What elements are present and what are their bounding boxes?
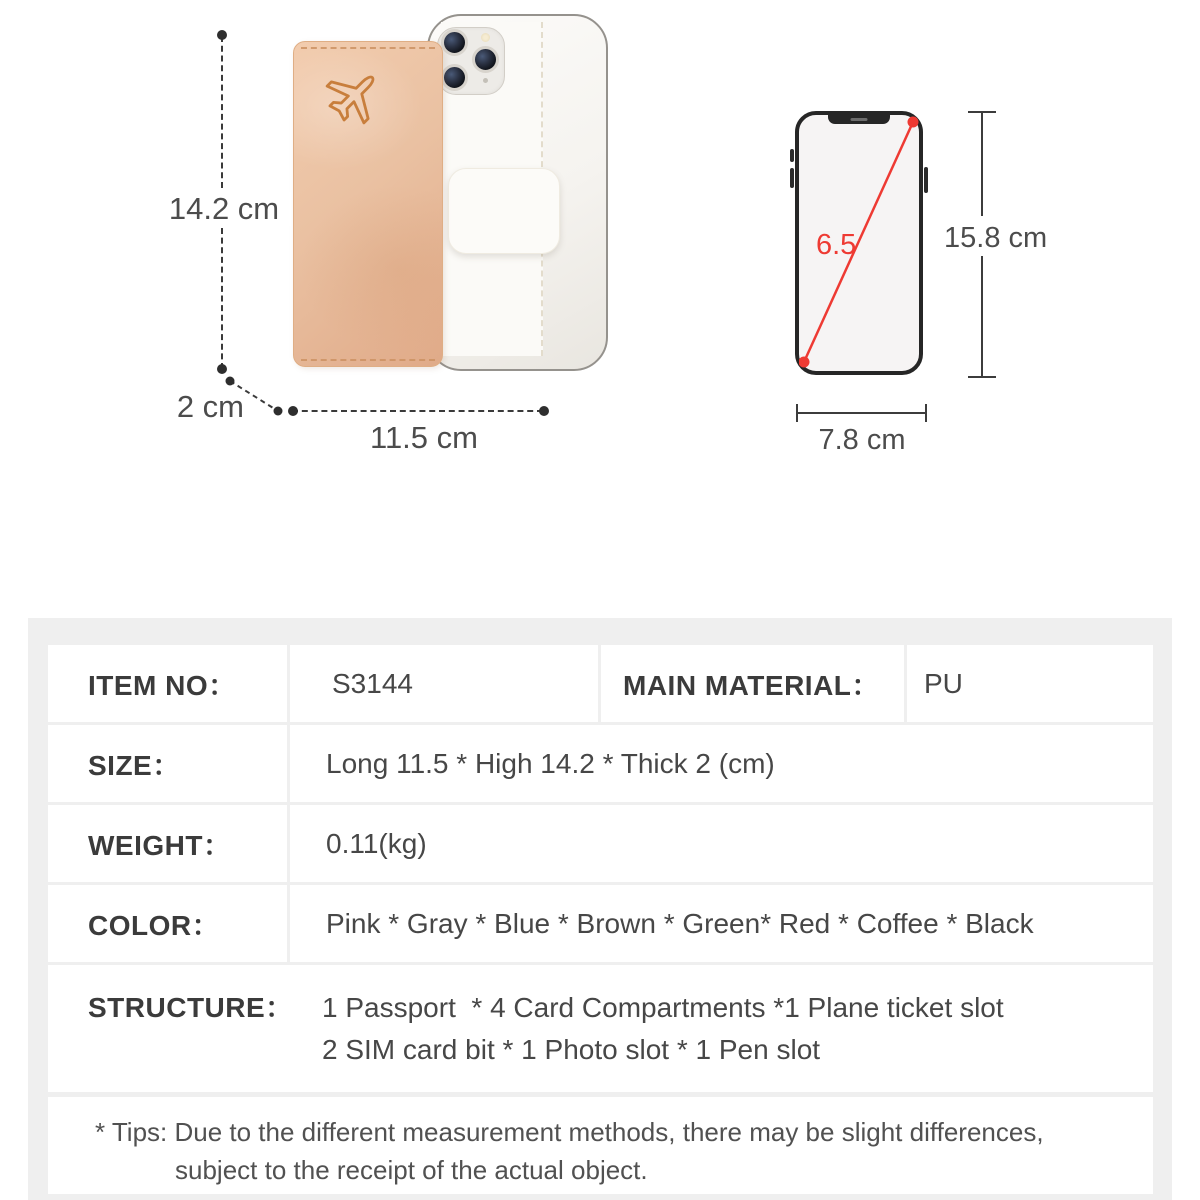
- phone-height-line-bottom: [981, 256, 983, 376]
- structure-cell: [48, 965, 1153, 1092]
- item-no-value: S3144: [332, 667, 413, 699]
- cover-width-label: 11.5 cm: [370, 420, 478, 455]
- phone-height-label: 15.8 cm: [944, 222, 1048, 254]
- height-dimension-line-bottom: [221, 228, 223, 369]
- cover-stitching: [301, 359, 435, 361]
- size-label-cell: [48, 725, 287, 802]
- dimension-dot: [217, 30, 227, 40]
- material-label: MAIN MATERIAL：: [623, 669, 880, 701]
- camera-mic-dot: [483, 78, 488, 83]
- cover-stitching: [301, 47, 435, 49]
- phone-width-line: [797, 412, 927, 414]
- item-no-label: ITEM NO：: [88, 669, 237, 701]
- phone-side-button: [924, 167, 928, 193]
- camera-lens-icon: [472, 46, 499, 73]
- phone-back-photo: [427, 14, 608, 371]
- phone-side-button: [790, 168, 794, 188]
- spec-row-item-no: [48, 645, 1153, 722]
- passport-cover-photo: [293, 41, 443, 367]
- weight-label-cell: [48, 805, 287, 882]
- camera-lens-icon: [441, 64, 468, 91]
- size-value: Long 11.5 * High 14.2 * Thick 2 (cm): [326, 747, 775, 779]
- weight-label: WEIGHT：: [88, 829, 232, 861]
- spec-row-weight: [48, 805, 1153, 882]
- size-label: SIZE：: [88, 749, 181, 781]
- camera-lens-icon: [441, 29, 468, 56]
- dim-cap: [925, 404, 927, 422]
- weight-value-cell: [290, 805, 1153, 882]
- width-dimension-line: [292, 410, 543, 412]
- item-no-value-cell: [290, 645, 598, 722]
- size-value-cell: [290, 725, 1153, 802]
- material-value: PU: [924, 667, 963, 699]
- material-label-cell: [601, 645, 904, 722]
- tips-line-2: subject to the receipt of the actual object.: [175, 1155, 648, 1185]
- spec-row-color: [48, 885, 1153, 962]
- camera-flash-icon: [481, 33, 490, 42]
- phone-outline-diagram: [795, 111, 923, 375]
- thickness-dimension-line: [220, 370, 288, 420]
- dimension-dot: [539, 406, 549, 416]
- structure-value-line1: 1 Passport * 4 Card Compartments *1 Plane ticket slot: [322, 992, 1004, 1023]
- color-label-cell: [48, 885, 287, 962]
- material-value-cell: [907, 645, 1153, 722]
- dimension-dot: [288, 406, 298, 416]
- structure-value: [322, 987, 1004, 1071]
- item-no-label-cell: [48, 645, 287, 722]
- structure-value-line2: 2 SIM card bit * 1 Photo slot * 1 Pen slot: [322, 1034, 821, 1065]
- color-label: COLOR：: [88, 909, 221, 941]
- phone-height-line-top: [981, 112, 983, 216]
- tips-line-1: * Tips: Due to the different measurement methods, there may be slight differences,: [95, 1117, 1044, 1147]
- spec-row-structure: [48, 965, 1153, 1092]
- height-dimension-line-top: [221, 36, 223, 188]
- spec-row-size: [48, 725, 1153, 802]
- structure-label: STRUCTURE：: [88, 992, 294, 1023]
- phone-camera-module: [437, 27, 505, 95]
- weight-value: 0.11(kg): [326, 827, 427, 859]
- phone-width-label: 7.8 cm: [818, 424, 906, 456]
- color-value-cell: [290, 885, 1153, 962]
- phone-side-button: [790, 149, 794, 162]
- tips-note: [48, 1097, 1153, 1194]
- dim-cap: [968, 376, 996, 378]
- cover-height-label: 14.2 cm: [157, 192, 291, 226]
- color-value: Pink * Gray * Blue * Brown * Green* Red * Coffee * Black: [326, 907, 1034, 939]
- airplane-icon: [320, 62, 388, 130]
- cover-thickness-label: 2 cm: [176, 389, 244, 424]
- screen-diagonal-label: 6.5: [816, 229, 857, 261]
- cover-strap-snap-flap: [448, 168, 560, 254]
- spec-table-panel: [28, 618, 1172, 1200]
